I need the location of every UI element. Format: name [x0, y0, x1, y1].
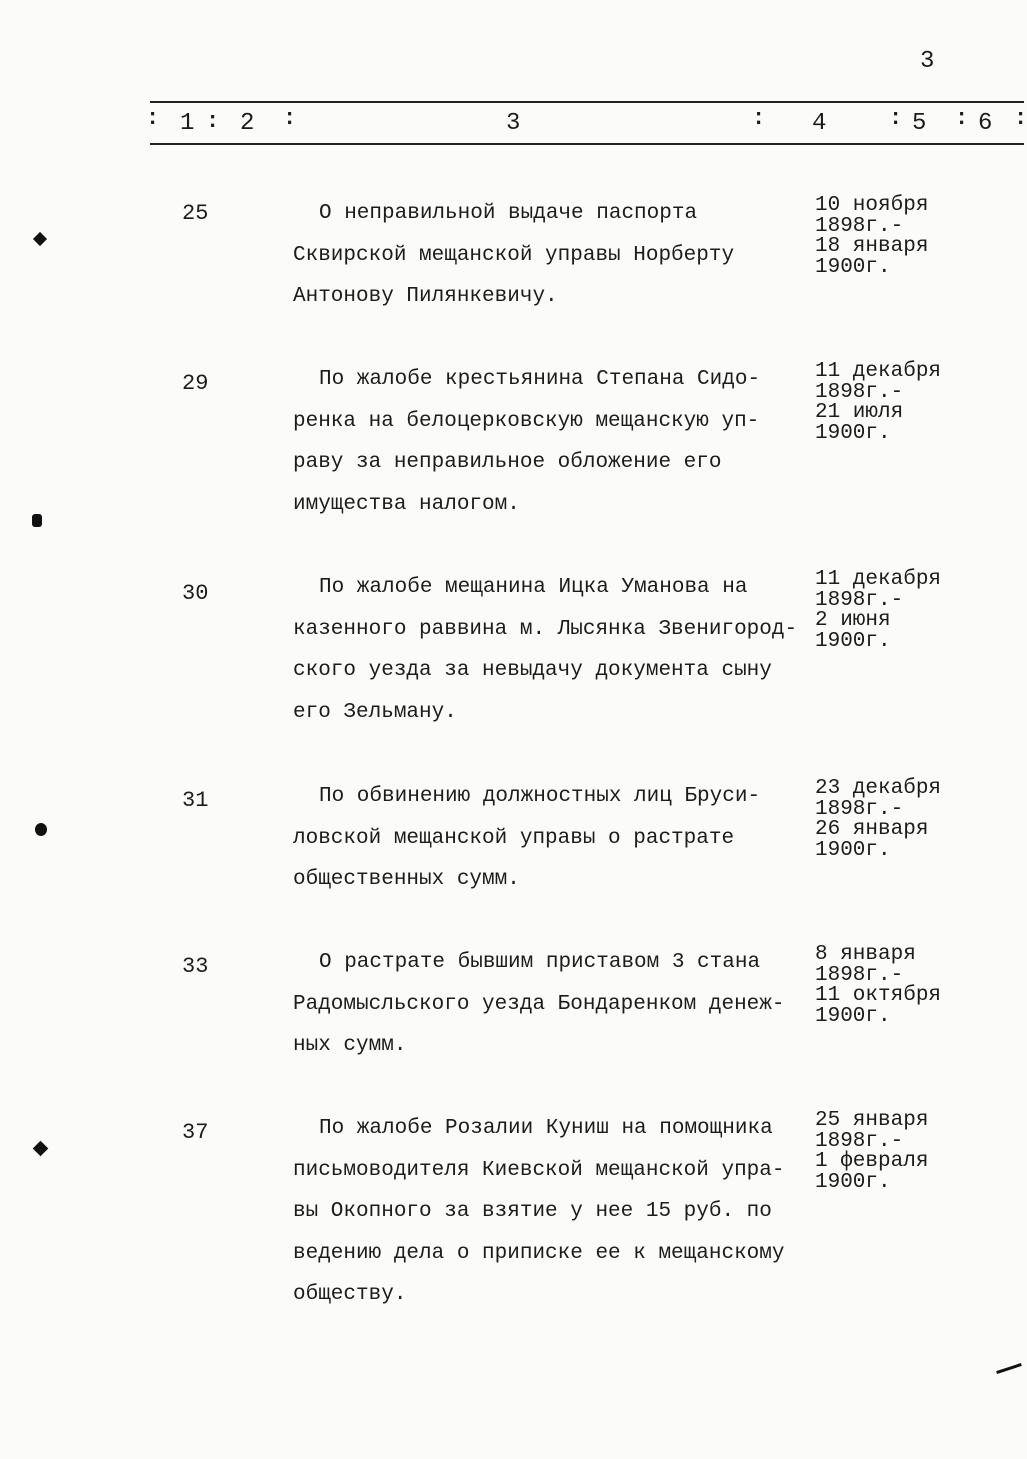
header-separator: : [889, 106, 903, 131]
description-line: По обвинению должностных лиц Бруси- [319, 785, 761, 808]
date-line: 26 января [815, 818, 929, 841]
page-number: 3 [920, 48, 935, 75]
description-line: О растрате бывшим приставом 3 стана [319, 951, 761, 974]
description-line: По жалобе Розалии Куниш на помощника [319, 1117, 773, 1140]
header-rule-top [150, 101, 1024, 103]
date-line: 23 декабря [815, 777, 942, 800]
date-line: 1900г. [815, 421, 891, 445]
description-line: ных сумм. [293, 1034, 407, 1057]
entry-description [293, 1108, 803, 1316]
description-line: имущества налогом. [293, 492, 520, 516]
header-col-6: 6 [978, 110, 993, 137]
entry-number: 29 [182, 371, 209, 396]
description-line: письмоводителя Киевской мещанской упра- [293, 1158, 785, 1182]
date-line: 2 июня [815, 609, 891, 632]
header-separator: : [283, 106, 297, 131]
description-line: По жалобе мещанина Ицка Уманова на [319, 576, 748, 599]
scan-mark [996, 1363, 1022, 1374]
header-separator: : [752, 106, 766, 131]
date-line: 1898г.- [815, 797, 904, 821]
description-line: Радомысльского уезда Бондаренком денеж- [293, 992, 785, 1016]
header-col-1: 1 [180, 110, 195, 137]
entry-description [293, 776, 803, 901]
description-line: обществу. [293, 1283, 407, 1306]
description-line: общественных сумм. [293, 868, 520, 891]
scan-mark [35, 823, 47, 836]
entry-dates [815, 196, 928, 278]
date-line: 1900г. [815, 838, 891, 862]
header-col-5: 5 [912, 110, 927, 137]
description-line: По жалобе крестьянина Степана Сидо- [319, 368, 761, 391]
description-line: его Зельману. [293, 700, 457, 724]
scan-mark [33, 232, 47, 246]
description-line: ловской мещанской управы о растрате [293, 826, 735, 850]
header-rule-bottom [150, 143, 1024, 145]
header-separator: : [146, 106, 160, 131]
entry-number: 31 [182, 788, 209, 813]
date-line: 8 января [815, 943, 916, 966]
entry-number: 33 [182, 954, 209, 979]
entry-dates [815, 1111, 928, 1193]
entry-dates [815, 570, 941, 652]
description-line: ведению дела о приписке ее к мещанскому [293, 1241, 785, 1265]
description-line: ского уезда за невыдачу документа сыну [293, 659, 772, 682]
date-line: 1898г.- [815, 588, 904, 612]
date-line: 11 декабря [815, 360, 942, 383]
scan-mark [33, 1141, 49, 1157]
date-line: 21 июля [815, 401, 904, 424]
description-line: вы Окопного за взятие у нее 15 руб. по [293, 1200, 772, 1223]
date-line: 1900г. [815, 629, 891, 653]
date-line: 10 ноября [815, 194, 929, 217]
header-separator: : [955, 106, 969, 131]
date-line: 1898г.- [815, 214, 904, 238]
header-separator: : [206, 109, 220, 134]
date-line: 1 февраля [815, 1150, 929, 1173]
date-line: 1898г.- [815, 963, 904, 987]
entry-description [293, 359, 803, 525]
entry-dates [815, 779, 941, 861]
entry-number: 37 [182, 1120, 209, 1145]
entry-number: 25 [182, 201, 209, 226]
description-line: ренка на белоцерковскую мещанскую уп- [293, 409, 760, 433]
date-line: 1898г.- [815, 380, 904, 404]
date-line: 11 декабря [815, 568, 942, 591]
date-line: 1900г. [815, 255, 891, 279]
date-line: 1898г.- [815, 1129, 904, 1153]
description-line: Антонову Пилянкевичу. [293, 285, 558, 308]
entry-description [293, 942, 803, 1067]
entry-dates [815, 945, 941, 1027]
entry-number: 30 [182, 581, 209, 606]
entry-dates [815, 362, 941, 444]
date-line: 11 октября [815, 984, 942, 1007]
description-line: Сквирской мещанской управы Норберту [293, 243, 735, 267]
date-line: 1900г. [815, 1004, 891, 1028]
date-line: 18 января [815, 235, 929, 258]
entry-description [293, 193, 803, 318]
header-separator: : [1014, 106, 1027, 131]
header-col-4: 4 [812, 110, 827, 137]
date-line: 25 января [815, 1109, 929, 1132]
header-col-2: 2 [240, 110, 255, 137]
description-line: раву за неправильное обложение его [293, 451, 722, 474]
header-col-3: 3 [506, 110, 521, 137]
description-line: О неправильной выдаче паспорта [319, 202, 698, 225]
scan-mark [32, 514, 42, 527]
description-line: казенного раввина м. Лысянка Звенигород- [293, 617, 798, 641]
date-line: 1900г. [815, 1170, 891, 1194]
entry-description [293, 567, 803, 733]
